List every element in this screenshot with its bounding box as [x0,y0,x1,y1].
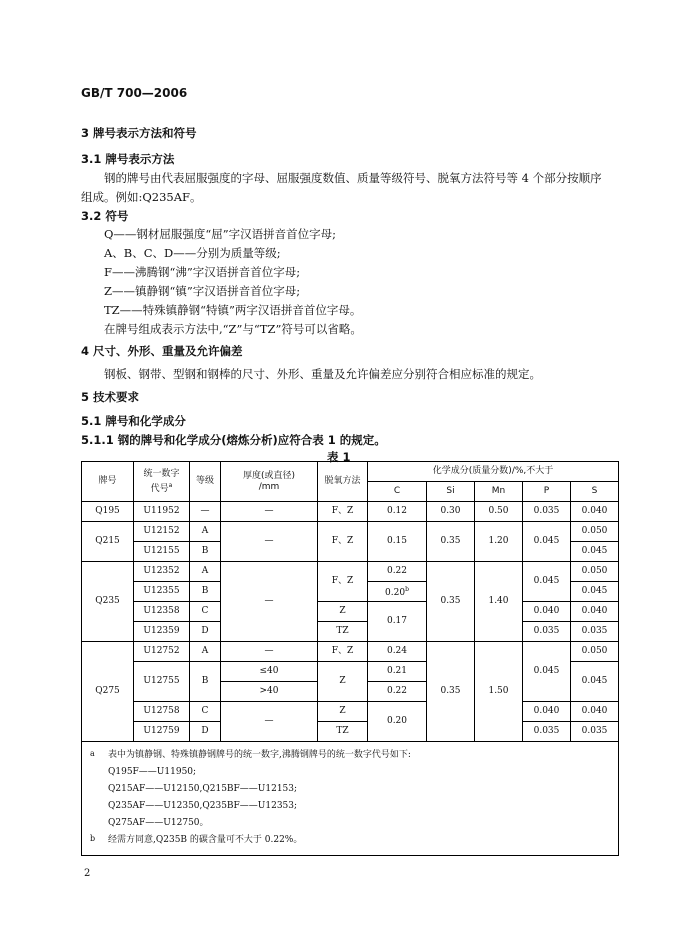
cell-s: 0.040 [571,502,619,522]
section-3-2-title: 3.2 符号 [81,209,129,223]
cell-s: 0.040 [571,602,619,622]
cell-c-value: 0.20 [385,588,406,598]
cell-p: 0.045 [523,642,571,702]
header-code [134,462,190,502]
header-code-line-1: 统一数字 [143,468,180,479]
header-thickness [221,462,318,502]
cell-grade: Q195 [82,502,134,522]
header-code-text: 代号 [150,483,169,494]
cell-s: 0.045 [571,662,619,702]
cell-c: 0.21 [368,662,427,682]
note-a-line-2: Q215AF——U12150,Q215BF——U12153; [108,784,298,794]
cell-thickness: — [221,642,318,662]
cell-thickness: ≤40 [221,662,318,682]
cell-deoxidation: TZ [318,622,368,642]
note-a [88,747,612,764]
cell-s: 0.035 [571,722,619,742]
note-b-text: 经需方同意,Q235B 的碳含量可不大于 0.22%。 [108,835,303,845]
cell-s: 0.045 [571,542,619,562]
cell-code: U12152 [134,522,190,542]
table-row-q215-a [82,522,619,542]
cell-p: 0.035 [523,502,571,522]
section-3-1-text-line-2: 组成。例如:Q235AF。 [81,190,202,204]
cell-level: A [190,642,221,662]
cell-level: C [190,602,221,622]
section-3-title: 3 牌号表示方法和符号 [81,126,197,140]
cell-level: D [190,722,221,742]
header-c: C [368,482,427,502]
cell-code: U12359 [134,622,190,642]
cell-code: U12758 [134,702,190,722]
chemical-composition-table [81,461,619,856]
cell-code: U12759 [134,722,190,742]
header-p: P [523,482,571,502]
page-number: 2 [84,868,91,879]
symbol-line-tz: TZ——特殊镇静钢“特镇”两字汉语拼音首位字母。 [104,303,362,317]
cell-grade: Q215 [82,522,134,562]
section-4-title: 4 尺寸、外形、重量及允许偏差 [81,344,243,358]
cell-p: 0.035 [523,622,571,642]
cell-p: 0.035 [523,722,571,742]
cell-p: 0.045 [523,522,571,562]
cell-c: 0.17 [368,602,427,642]
note-a-line-3: Q235AF——U12350,Q235BF——U12353; [108,801,298,811]
table-row-q275-a [82,642,619,662]
cell-c: 0.22 [368,682,427,702]
note-b-ref: b [405,586,409,593]
cell-deoxidation: TZ [318,722,368,742]
cell-c: 0.15 [368,522,427,562]
cell-level: B [190,582,221,602]
cell-code: U11952 [134,502,190,522]
cell-code: U12755 [134,662,190,702]
cell-p: 0.040 [523,702,571,722]
cell-s: 0.040 [571,702,619,722]
cell-c: 0.22 [368,562,427,582]
table-row-q235-d [82,622,619,642]
section-5-1-1-text: 5.1.1 钢的牌号和化学成分(熔炼分析)应符合表 1 的规定。 [81,433,386,447]
cell-c: 0.12 [368,502,427,522]
note-a-text: 表中为镇静钢、特殊镇静钢牌号的统一数字,沸腾钢牌号的统一数字代号如下: [108,750,411,760]
header-si: Si [427,482,475,502]
cell-deoxidation: F、Z [318,502,368,522]
cell-s: 0.045 [571,582,619,602]
cell-si: 0.35 [427,562,475,642]
standard-code: GB/T 700—2006 [81,86,188,100]
header-chemical-composition: 化学成分(质量分数)/%,不大于 [368,462,619,482]
note-b-mark: b [90,834,96,843]
cell-p: 0.045 [523,562,571,602]
cell-code: U12752 [134,642,190,662]
cell-s: 0.050 [571,522,619,542]
cell-si: 0.35 [427,642,475,742]
cell-level: B [190,542,221,562]
cell-thickness: — [221,502,318,522]
cell-thickness: — [221,702,318,742]
cell-thickness: — [221,562,318,642]
table-row-q235-c [82,602,619,622]
table-notes [82,742,619,856]
symbol-line-z: Z——镇静钢“镇”字汉语拼音首位字母; [104,284,301,298]
cell-deoxidation: F、Z [318,642,368,662]
header-mn: Mn [475,482,523,502]
note-a-line-4: Q275AF——U12750。 [108,818,209,828]
cell-deoxidation: Z [318,602,368,622]
header-thickness-line-1: 厚度(或直径) [242,470,296,481]
section-3-1-title: 3.1 牌号表示方法 [81,152,175,166]
note-a-ref: a [168,481,173,489]
cell-s: 0.050 [571,562,619,582]
table-notes-row [82,742,619,856]
cell-s: 0.050 [571,642,619,662]
cell-s: 0.035 [571,622,619,642]
cell-deoxidation: Z [318,662,368,702]
cell-deoxidation: Z [318,702,368,722]
cell-deoxidation: F、Z [318,562,368,602]
cell-thickness: — [221,522,318,562]
cell-mn: 1.50 [475,642,523,742]
header-grade: 牌号 [82,462,134,502]
cell-deoxidation: F、Z [318,522,368,562]
cell-grade: Q235 [82,562,134,642]
section-5-1-title: 5.1 牌号和化学成分 [81,414,186,428]
cell-p: 0.040 [523,602,571,622]
cell-c [368,582,427,602]
header-deoxidation: 脱氧方法 [318,462,368,502]
cell-level: B [190,662,221,702]
header-s: S [571,482,619,502]
note-a-line-1: Q195F——U11950; [108,767,197,777]
section-3-1-text-line-1: 钢的牌号由代表屈服强度的字母、屈服强度数值、质量等级符号、脱氧方法符号等 4 个部分按顺序 [104,171,602,185]
table-row-q275-c [82,702,619,722]
cell-mn: 1.20 [475,522,523,562]
symbol-line-f: F——沸腾钢“沸”字汉语拼音首位字母; [104,265,301,279]
cell-c: 0.20 [368,702,427,742]
cell-grade: Q275 [82,642,134,742]
cell-mn: 1.40 [475,562,523,642]
note-b [88,832,612,849]
cell-level: C [190,702,221,722]
symbol-line-grades: A、B、C、D——分别为质量等级; [104,246,281,260]
cell-code: U12352 [134,562,190,582]
cell-code: U12155 [134,542,190,562]
cell-thickness: >40 [221,682,318,702]
cell-si: 0.35 [427,522,475,562]
symbol-line-q: Q——钢材屈服强度“屈”字汉语拼音首位字母; [104,227,337,241]
cell-c: 0.24 [368,642,427,662]
table-row-q275-d [82,722,619,742]
table-row-q195 [82,502,619,522]
cell-mn: 0.50 [475,502,523,522]
cell-si: 0.30 [427,502,475,522]
cell-code: U12358 [134,602,190,622]
cell-level: A [190,562,221,582]
symbol-line-omit: 在牌号组成表示方法中,“Z”与“TZ”符号可以省略。 [104,322,362,336]
header-thickness-line-2: /mm [258,481,280,492]
section-5-title: 5 技术要求 [81,390,140,404]
header-code-line-2 [134,480,189,495]
cell-level: — [190,502,221,522]
cell-code: U12355 [134,582,190,602]
header-level: 等级 [190,462,221,502]
section-4-text: 钢板、钢带、型钢和钢棒的尺寸、外形、重量及允许偏差应分别符合相应标准的规定。 [104,367,541,381]
table-caption: 表 1 [327,450,351,464]
cell-level: A [190,522,221,542]
table-row-q235-a [82,562,619,582]
note-a-mark: a [90,749,95,758]
cell-level: D [190,622,221,642]
